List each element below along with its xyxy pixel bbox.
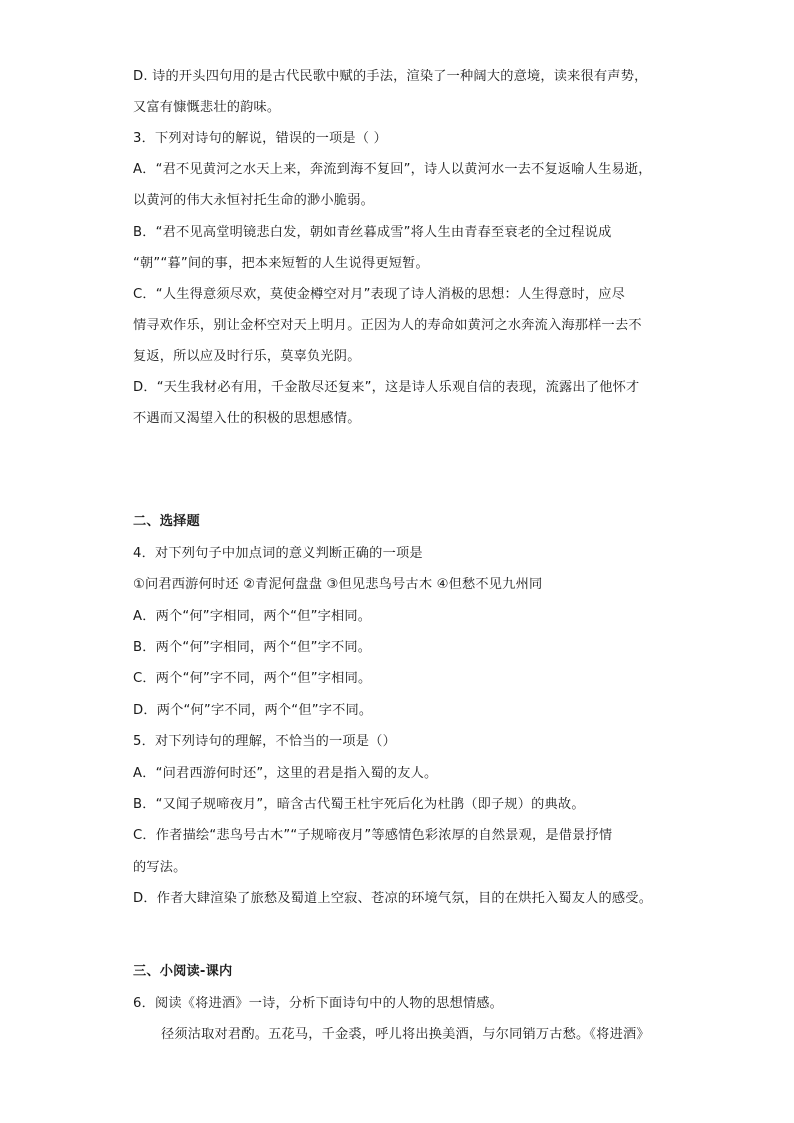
- q5-option-a: A．“问君西游何时还”，这里的君是指入蜀的友人。: [133, 766, 438, 781]
- q4-sentences: ①问君西游何时还 ②青泥何盘盘 ③但见悲鸟号古木 ④但愁不见九州同: [133, 577, 543, 592]
- q4-option-b: B．两个“何”字相同，两个“但”字不同。: [133, 640, 372, 655]
- q4-option-a: A．两个“何”字相同，两个“但”字相同。: [133, 609, 372, 624]
- question-6-stem: 6．阅读《将进酒》一诗，分析下面诗句中的人物的思想情感。: [133, 996, 504, 1011]
- q3-option-b-line2: “朝”“暮”间的事，把本来短暂的人生说得更短暂。: [133, 256, 429, 271]
- q3-option-a-line2: 以黄河的伟大永恒衬托生命的渺小脆弱。: [133, 193, 374, 208]
- q6-poem-excerpt: 径须沽取对君酌。五花马，千金裘，呼儿将出换美酒，与尔同销万古愁。《将进酒》: [161, 1027, 650, 1042]
- q4-option-c: C．两个“何”字不同，两个“但”字相同。: [133, 671, 372, 686]
- section-heading-2: 二、选择题: [133, 514, 200, 529]
- q3-option-c-line1: C．“人生得意须尽欢，莫使金樽空对月”表现了诗人消极的思想：人生得意时，应尽: [133, 287, 626, 302]
- q3-option-c-line3: 复返，所以应及时行乐，莫辜负光阴。: [133, 349, 361, 364]
- q5-option-c-line1: C．作者描绘“悲鸟号古木”“子规啼夜月”等感情色彩浓厚的自然景观，是借景抒情: [133, 828, 613, 843]
- q3-option-d-line1: D．“天生我材必有用，千金散尽还复来”，这是诗人乐观自信的表现，流露出了他怀才: [133, 380, 640, 395]
- q3-option-c-line2: 情寻欢作乐，别让金杯空对天上明月。正因为人的寿命如黄河之水奔流入海那样一去不: [133, 318, 642, 333]
- question-5-stem: 5．对下列诗句的理解，不恰当的一项是（）: [133, 734, 396, 749]
- question-4-stem: 4．对下列句子中加点词的意义判断正确的一项是: [133, 546, 423, 561]
- section-heading-3: 三、小阅读-课内: [133, 964, 233, 979]
- question-3-stem: 3．下列对诗句的解说，错误的一项是（ ）: [133, 131, 387, 146]
- q5-option-c-line2: 的写法。: [133, 860, 187, 875]
- q3-option-b-line1: B．“君不见高堂明镜悲白发，朝如青丝暮成雪”将人生由青春至衰老的全过程说成: [133, 225, 612, 240]
- q2-option-d-line1: D. 诗的开头四句用的是古代民歌中赋的手法，渲染了一种阔大的意境，读来很有声势，: [133, 69, 648, 84]
- q3-option-d-line2: 不遇而又渴望入仕的积极的思想感情。: [133, 411, 361, 426]
- q4-option-d: D．两个“何”字不同，两个“但”字不同。: [133, 703, 373, 718]
- q5-option-b: B．“又闻子规啼夜月”，暗含古代蜀王杜宇死后化为杜鹃（即子规）的典故。: [133, 797, 585, 812]
- q5-option-d: D．作者大肆渲染了旅愁及蜀道上空寂、苍凉的环境气氛，目的在烘托入蜀友人的感受。: [133, 891, 653, 906]
- q3-option-a-line1: A．“君不见黄河之水天上来，奔流到海不复回”，诗人以黄河水一去不复返喻人生易逝，: [133, 162, 652, 177]
- q2-option-d-line2: 又富有慷慨悲壮的韵味。: [133, 100, 281, 115]
